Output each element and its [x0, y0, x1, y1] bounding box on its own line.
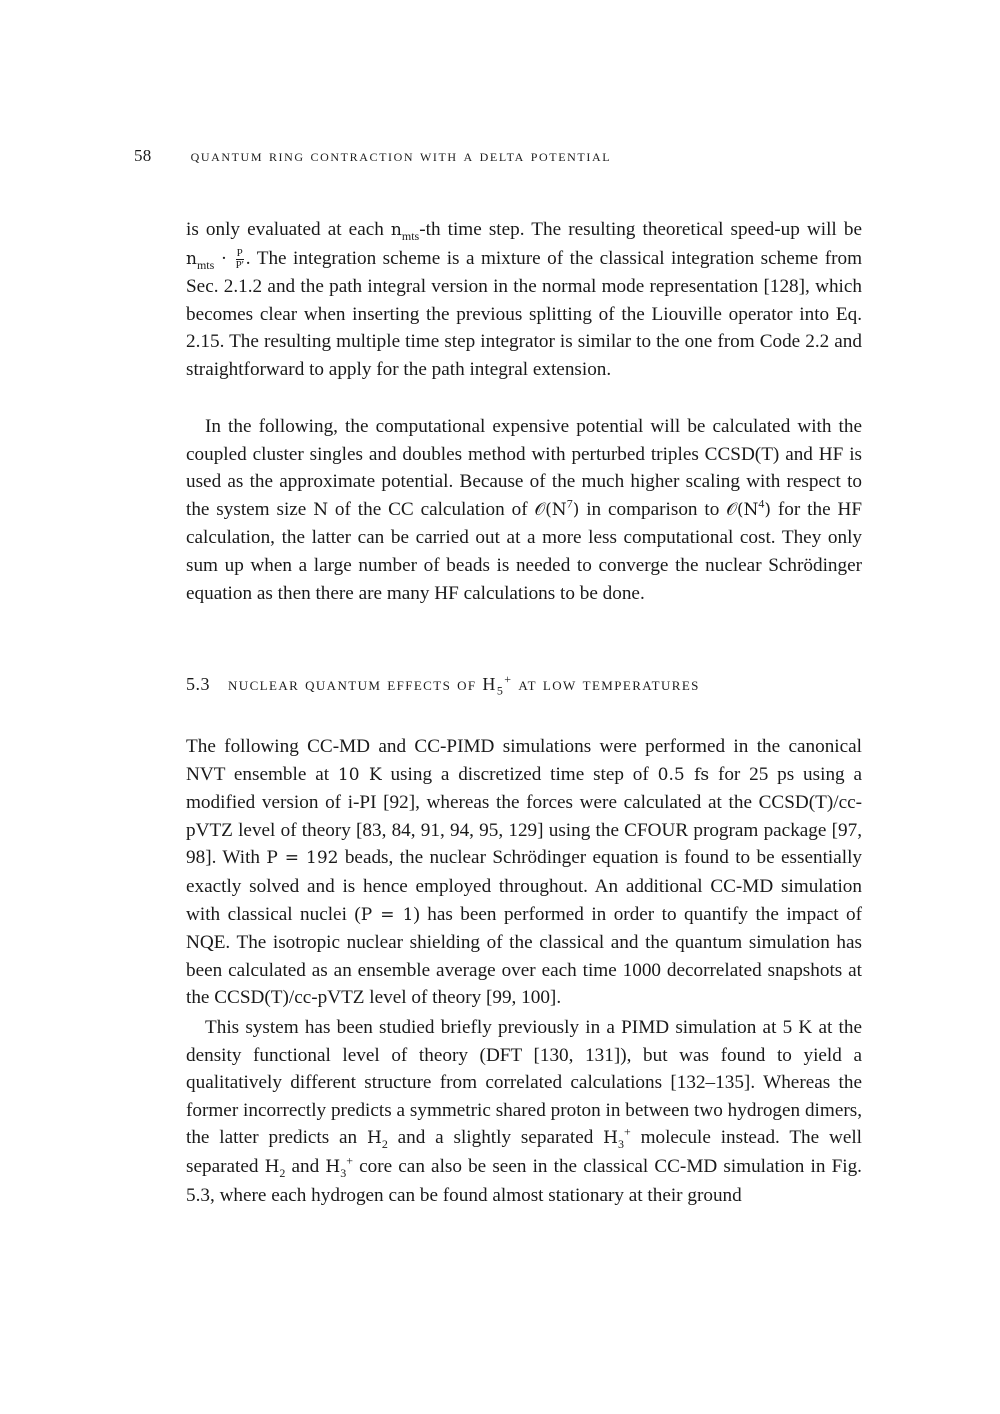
section-heading: [186, 672, 700, 698]
section-title: nuclear quantum effects of $H_5^+$ at low temperatures: [228, 672, 700, 698]
running-header: [134, 146, 611, 166]
fraction: $\frac{P}{P'}$: [235, 246, 244, 271]
paragraph-1: is only evaluated at each $n_{mts}-th$ time step. The resulting theoretical speed-up will be $n_{mts}$ · $\frac{P}{P'}$ . The integration scheme is a mixture of the classical integration scheme from Sec. 2.1.2 and the path integral version in the normal mode representation [128], which becomes clear when inserting the previous splitting of the Liouville operator into Eq. 2.15. The resulting multiple time step integrator is similar to the one from Code 2.2 and straightforward to apply for the path integral extension.: [186, 219, 862, 380]
paragraph-2: In the following, the computational expensive potential will be calculated with the coupled cluster singles and doubles method with perturbed triples CCSD(T) and HF is used as the approximate potential. Because of the much higher scaling with respect to the system size N of the CC calculation of $𝒪(N^7)$ in comparison to $𝒪(N^4)$ for the HF calculation, the latter can be carried out at a more less computational cost. They only sum up when a large number of beads is needed to converge the nuclear Schrödinger equation as then there are many HF calculations to be done.: [186, 416, 862, 604]
chapter-title: quantum ring contraction with a delta potential: [190, 146, 612, 165]
paragraph-4: This system has been studied briefly previously in a PIMD simulation at 5 K at the density functional level of theory (DFT [130, 131]), but was found to yield a qualitatively different structure from correlated calculations [132–135]. Whereas the former incorrectly predicts a symmetric shared proton in between two hydrogen dimers, the latter predicts an $H_2$ and a slightly separated $H_3^+$ molecule instead. The well separated $H_2$ and $H_3^+$ core can also be seen in the classical CC-MD simulation in Fig. 5.3, where each hydrogen can be found almost stationary at their ground: [186, 1017, 863, 1206]
section-number: 5.3: [186, 674, 210, 694]
paragraph-3: The following CC-MD and CC-PIMD simulations were performed in the canonical NVT ensemble at 10 K using a discretized time step of 0.5 fs for 25 ps using a modified version of i-PI [92], whereas the forces were calculated at the CCSD(T)/cc-pVTZ level of theory [83, 84, 91, 94, 95, 129] using the CFOUR program package [97, 98]. With P = 192 beads, the nuclear Schrödinger equation is found to be essentially exactly solved and is hence employed throughout. An additional CC-MD simulation with classical nuclei (P = 1) has been performed in order to quantify the impact of NQE. The isotropic nuclear shielding of the classical and the quantum simulation has been calculated as an ensemble average over each time 1000 decorrelated snapshots at the CCSD(T)/cc-pVTZ level of theory [99, 100].: [186, 736, 862, 1009]
page-number: 58: [134, 146, 152, 165]
